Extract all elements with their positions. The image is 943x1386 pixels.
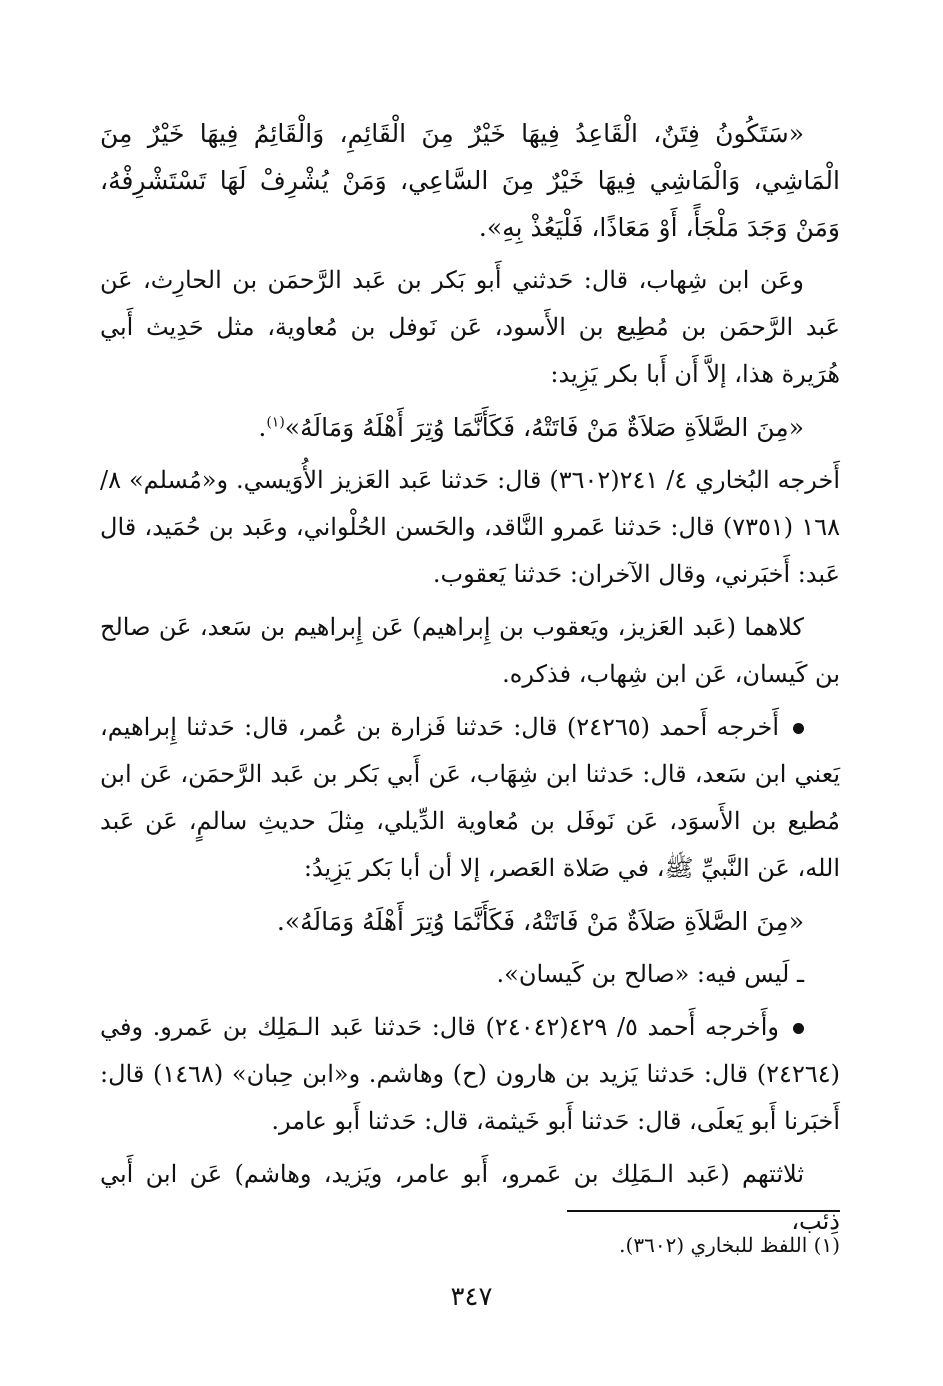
hadith-text-2 <box>100 404 840 451</box>
narration-paragraph-2: كلاهما (عَبد العَزيز، ويَعقوب بن إِبراهيم) عَن إِبراهيم بن سَعد، عَن صالح بن كَيسان، عَن ابن شِهاب، فذكره. <box>100 613 840 688</box>
footnote-divider <box>567 1210 840 1212</box>
takhrij-paragraph-3-text: وأَخرجه أَحمد ٥/ ٤٢٩(٢٤٠٤٢) قال: حَدثنا عَبد الـمَلِك بن عَمرو. وفي (٢٤٢٦٤) قال: حَدثنا يَزيد بن هارون (ح) وهاشم. و«ابن حِبان» (١٤٦٨) قال: أَخبَرنا أَبو يَعلَى، قال: حَدثنا أَبو خَيثمة، قال: حَدثنا أَبو عامر. <box>100 1013 840 1135</box>
hadith-text-2-suffix: . <box>258 413 267 442</box>
note-paragraph: ـ لَيس فيه: «صالح بن كَيسان». <box>496 960 804 988</box>
narration-paragraph-1: وعَن ابن شِهاب، قال: حَدثني أَبو بَكر بن عَبد الرَّحمَن بن الحارِث، عَن عَبد الرَّحمَن بن مُطِيع بن الأَسود، عَن نَوفل بن مُعاوية، مثل حَدِيث أَبي هُرَيرة هذا، إلاَّ أَن أَبا بكر يَزِيد: <box>100 266 840 388</box>
page-body <box>100 110 840 1251</box>
takhrij-paragraph-3 <box>100 1004 840 1145</box>
narration-paragraph-3: ثلاثتهم (عَبد الـمَلِك بن عَمرو، أَبو عامر، ويَزيد، وهاشم) عَن ابن أَبي ذِئب، <box>100 1160 840 1235</box>
footnote: (١) اللفظ للبخاري (٣٦٠٢). <box>619 1233 840 1257</box>
takhrij-paragraph-1: أَخرجه البُخاري ٤/ ٢٤١(٣٦٠٢) قال: حَدثنا عَبد العَزيز الأُوَيسي. و«مُسلم» ٨/ ١٦٨ (٧٣٥١) قال: حَدثنا عَمرو النَّاقد، والحَسن الحُلْواني، وعَبد بن حُمَيد، قال عَبد: أَخبَرني، وقال الآخران: حَدثنا يَعقوب. <box>100 466 841 588</box>
hadith-text-2-body: «مِنَ الصَّلاَةِ صَلاَةٌ مَنْ فَاتَتْهُ، فَكَأَنَّمَا وُتِرَ أَهْلَهُ وَمَالَهُ» <box>284 413 804 442</box>
page-number: ٣٤٧ <box>450 1282 493 1312</box>
bullet-icon <box>793 1023 804 1034</box>
takhrij-paragraph-2-text: أَخرجه أَحمد (٢٤٢٦٥) قال: حَدثنا فَزارة بن عُمر، قال: حَدثنا إِبراهيم، يَعني ابن سَعد، قال: حَدثنا ابن شِهَاب، عَن أَبي بَكر بن عَبد الرَّحمَن، عَن ابن مُطيع بن الأَسوَد، عَن نَوفَل بن مُعاوية الدِّيلي، مِثلَ حديثِ سالمٍ، عَن عَبد الله، عَن النَّبيِّ ﷺ، في صَلاة العَصر، إلا أن أبا بَكر يَزِيدُ: <box>100 713 840 882</box>
hadith-text-1: «سَتَكُونُ فِتَنٌ، الْقَاعِدُ فِيهَا خَيْرٌ مِنَ الْقَائِمِ، وَالْقَائِمُ فِيهَا خَيْرٌ مِنَ الْمَاشِي، وَالْمَاشِي فِيهَا خَيْرٌ مِنَ السَّاعِي، وَمَنْ يُشْرِفْ لَهَا تَسْتَشْرِفْهُ، وَمَنْ وَجَدَ مَلْجَأً، أَوْ مَعَاذًا، فَلْيَعُذْ بِهِ». <box>100 119 840 242</box>
footnote-reference[interactable]: (١) <box>266 414 285 431</box>
hadith-text-3: «مِنَ الصَّلاَةِ صَلاَةٌ مَنْ فَاتَتْهُ، فَكَأَنَّمَا وُتِرَ أَهْلَهُ وَمَالَهُ». <box>276 907 804 936</box>
takhrij-paragraph-2 <box>100 704 840 892</box>
bullet-icon <box>793 723 804 734</box>
